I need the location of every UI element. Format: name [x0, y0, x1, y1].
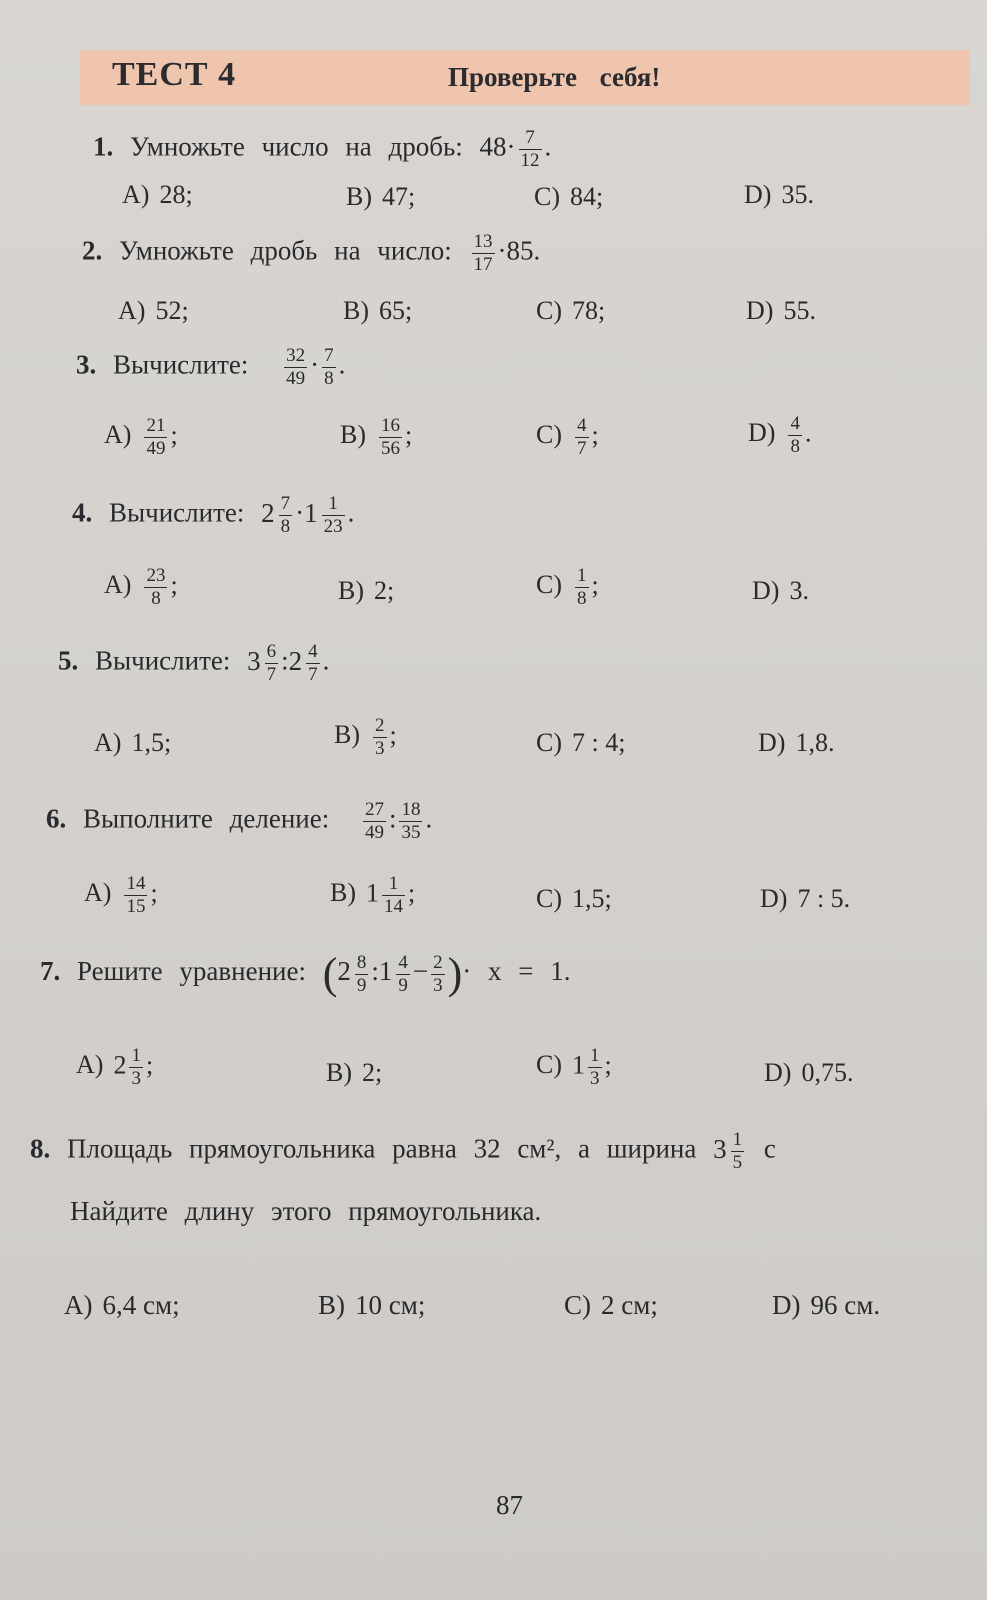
- question-prompt: Выполните деление:: [83, 803, 330, 834]
- question-prompt: Площадь прямоугольника равна 32 см², а ширина: [67, 1133, 697, 1164]
- option-a: A) $\frac{21}{49}$ ;: [104, 415, 178, 459]
- option-a: A) 28;: [122, 180, 193, 209]
- option-d: D) 55.: [746, 296, 816, 325]
- question-prompt: Вычислите:: [113, 349, 249, 380]
- option-d: D) 0,75.: [764, 1058, 854, 1087]
- question-4: 4. Вычислите: 2 $\frac{7}{8}$ ·1 $\frac{1}{23}$ .: [72, 493, 355, 537]
- option-b: B) 2;: [326, 1058, 383, 1087]
- option-a: A) 6,4 см;: [64, 1290, 180, 1320]
- option-c: C) 84;: [534, 182, 604, 211]
- question-prompt: Умножьте дробь на число:: [119, 235, 452, 266]
- fraction: $\frac{1}{23}$: [323, 493, 343, 537]
- fraction: $\frac{7}{8}$: [280, 493, 291, 537]
- question-number: 7.: [40, 956, 61, 987]
- expr-number: 48: [479, 131, 507, 162]
- question-number: 3.: [76, 349, 97, 380]
- option-a: A) $\frac{23}{8}$ ;: [104, 565, 178, 609]
- question-number: 8.: [30, 1133, 51, 1164]
- question-3: 3. Вычислите: $\frac{32}{49}$ · $\frac{7}{8}$ .: [76, 345, 346, 389]
- fraction: $\frac{8}{9}$: [356, 951, 367, 996]
- question-prompt: Решите уравнение:: [77, 956, 306, 987]
- option-d: D) 1,8.: [758, 728, 835, 757]
- fraction: $\frac{2}{3}$: [433, 951, 443, 996]
- option-b: B) $\frac{2}{3}$ ;: [334, 715, 397, 759]
- option-a: A) 2 $\frac{1}{3}$ ;: [76, 1045, 154, 1089]
- test-subtitle: Проверьте себя!: [448, 62, 661, 92]
- option-c: C) $\frac{4}{7}$ ;: [536, 415, 599, 459]
- fraction: $\frac{18}{35}$: [401, 799, 421, 843]
- test-title: ТЕСТ 4: [112, 56, 237, 93]
- fraction: $\frac{13}{17}$: [473, 231, 493, 275]
- option-b: B) 2;: [338, 576, 395, 605]
- fraction: $\frac{4}{9}$: [398, 951, 408, 996]
- fraction: $\frac{27}{49}$: [364, 799, 384, 843]
- test-header: [80, 50, 970, 105]
- option-a: A) 52;: [118, 296, 189, 325]
- option-c: C) $\frac{1}{8}$ ;: [536, 565, 599, 609]
- fraction: $\frac{4}{7}$: [308, 641, 318, 685]
- question-6: 6. Выполните деление: $\frac{27}{49}$ : $\frac{18}{35}$ .: [46, 799, 433, 843]
- expr-number: 85: [506, 235, 534, 266]
- option-c: C) 2 см;: [564, 1290, 658, 1320]
- fraction: $\frac{6}{7}$: [266, 641, 277, 685]
- option-d: D) 96 см.: [772, 1290, 881, 1320]
- question-1: 1. Умножьте число на дробь: 48· $\frac{7}{12}$ .: [93, 127, 552, 171]
- question-8: 8. Площадь прямоугольника равна 32 см², а ширина 3 $\frac{1}{5}$ с: [30, 1129, 776, 1173]
- fraction: $\frac{7}{12}$: [520, 127, 540, 171]
- option-b: B) 1 $\frac{1}{14}$ ;: [330, 873, 416, 917]
- question-2: 2. Умножьте дробь на число: $\frac{13}{17}$ ·85.: [82, 231, 541, 275]
- option-b: B) 65;: [343, 296, 413, 325]
- option-a: A) 1,5;: [94, 728, 172, 757]
- question-5: 5. Вычислите: 3 $\frac{6}{7}$ :2 $\frac{4}{7}$ .: [58, 641, 330, 685]
- option-a: A) $\frac{14}{15}$ ;: [84, 873, 158, 917]
- page-number: 87: [496, 1490, 523, 1520]
- option-c: C) 78;: [536, 296, 606, 325]
- option-d: D) 35.: [744, 180, 814, 209]
- question-number: 2.: [82, 235, 103, 266]
- question-prompt: Вычислите:: [95, 645, 231, 676]
- question-number: 1.: [93, 131, 114, 162]
- option-b: B) 47;: [346, 182, 416, 211]
- option-d: D) 3.: [752, 576, 809, 605]
- question-number: 6.: [46, 803, 67, 834]
- option-b: B) 10 см;: [318, 1290, 426, 1320]
- fraction: $\frac{7}{8}$: [324, 345, 334, 389]
- fraction: $\frac{32}{49}$: [286, 345, 306, 389]
- question-8-line2: Найдите длину этого прямоугольника.: [70, 1196, 542, 1226]
- question-prompt: Умножьте число на дробь:: [130, 131, 463, 162]
- option-d: D) 7 : 5.: [760, 884, 851, 913]
- option-c: C) 1 $\frac{1}{3}$ ;: [536, 1045, 612, 1089]
- option-d: D) $\frac{4}{8}$ .: [748, 413, 812, 457]
- question-7: 7. Решите уравнение: (2 $\frac{8}{9}$ :1 $\frac{4}{9}$ − $\frac{2}{3}$ )· x = 1.: [40, 949, 571, 998]
- option-b: B) $\frac{16}{56}$ ;: [340, 415, 413, 459]
- question-number: 5.: [58, 645, 79, 676]
- option-c: C) 7 : 4;: [536, 728, 626, 757]
- question-number: 4.: [72, 497, 93, 528]
- fraction: $\frac{1}{5}$: [732, 1129, 743, 1173]
- option-c: C) 1,5;: [536, 884, 612, 913]
- question-prompt: Вычислите:: [109, 497, 245, 528]
